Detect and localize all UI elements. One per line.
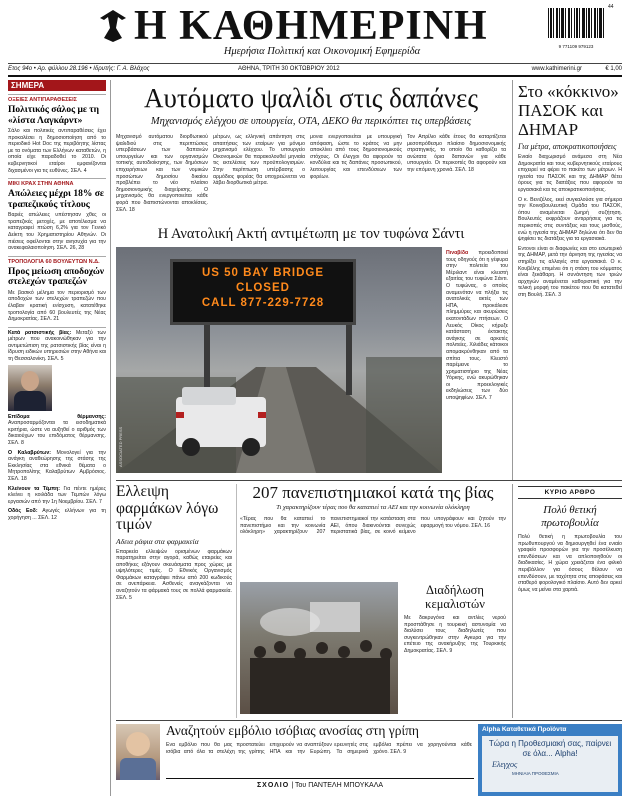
main-body-col2: μέτρων, ως ελληνική απάντηση στις απαιτήσεις των εταίρων για μόνιμο μηχανισμό ελέγχου. Το υπουργείο Οικονομικών θα παρακολουθεί μηνιαία τις εκτελέσεις των προϋπολογισμών. Στην περίπτωση υπέρβασης ο αρμόδιος φορέας θα υποχρεώνεται να λάβει διορθωτικά μέτρα. (213, 134, 305, 187)
masthead-title: Η ΚΑΘΗΜΕΡΙΝΗ (134, 3, 488, 49)
masthead-subtitle: Ημερήσια Πολιτική και Οικονομική Εφημερίδα (223, 46, 421, 57)
photo-credit: ASSOCIATED PRESS (118, 426, 123, 467)
page-number: 44 (608, 4, 614, 10)
bullet-body: Μεταξύ των μέτρων που ανακοινώθηκαν για την αντιμετώπιση της ρατσιστικής βίας είναι η ίδρυση ειδικών υπηρεσιών στην Αθήνα και τη Θεσσαλονίκη. ΣΕΛ. 5 (8, 329, 106, 363)
right-body2: Ο κ. Βενιζέλος, εκεί συγκαλούσε για σήμερα την Κοινοβουλευτική Ομάδα του ΠΑΣΟΚ, όπου αναμένεται ζωηρή συζήτηση. Βουλευτές εκφράζουν αντιρρήσεις για τις περικοπές στις συντάξεις και τους μισθούς, ενώ η ηγεσία της ΔΗΜΑΡ δηλώνει ότι δεν θα ψηφίσει τις διατάξεις για τα εργασιακά. (518, 196, 622, 243)
section1-headline: Πολιτικός σάλος με τη «λίστα Λαγκάρντ» (8, 105, 100, 126)
bullet-item (8, 450, 106, 483)
right-body3: Εντονοι είναι οι διαφωνίες και στο εσωτερικό της ΔΗΜΑΡ, μετά την άρνηση της ηγεσίας να στηρίξει τις αλλαγές στα εργασιακά. Ο κ. Κουβέλης επιμένει ότι η στάση του κόμματος είναι ξεκάθαρη. Η συνάντηση των τριών αρχηγών αναμένεται καθοριστική για την τελική μορφή του πακέτου που θα κατατεθεί στη Βουλή. ΣΕΛ. 3 (518, 245, 622, 298)
year-label: Ετος 94ο (8, 66, 33, 72)
section1-kicker: ΟΞΕΙΕΣ ΑΝΤΙΠΑΡΑΘΕΣΕΙΣ (8, 94, 106, 103)
section3-kicker: ΤΡΟΠΟΛΟΓΙΑ 60 ΒΟΥΛΕΥΤΩΝ Ν.Δ. (8, 256, 106, 265)
bullet-item (8, 508, 106, 521)
bullet-body: Αγωγές ελλήνων για τη χορήγηση ... ΣΕΛ. 12 (8, 508, 107, 521)
university-body: «Τέρας που θα καταπιεί το πανεπιστήμιο και την κοινωνία ολόκληρη» χαρακτηρίζουν 207 πανεπιστημιακοί την κατάσταση στα ΑΕΙ, όπου διακινούνται συνεχώς περιστατικά βίας, σε κοινό κείμενο που υπογράφουν και ζητούν την εφαρμογή του νόμου. ΣΕΛ. 16 (240, 516, 506, 536)
column-divider (236, 484, 237, 718)
price-label: € 1,00 (605, 66, 622, 72)
university-subhead: Τι χαρακτηρίζουν τέρας που θα καταπιεί τα ΑΕΙ και την κοινωνία ολόκληρη (276, 504, 470, 511)
column-footer: ΣΧΟΛΙΟ | Του ΠΑΝΤΕΛΗ ΜΠΟΥΚΑΛΑ (166, 778, 474, 792)
masthead-logo-icon (96, 8, 130, 44)
bullet-body: Αναπροσαρμόζονται τα εισοδηματικά κριτήρια, ώστε να αυξηθεί ο αριθμός των δικαιούχων του επιδόματος θέρμανσης. ΣΕΛ. 8 (8, 420, 106, 447)
barcode (546, 8, 606, 49)
kemalist-body: Με δακρυγόνα και αντλίες νερού προσπάθησε η τουρκική αστυνομία να διαλύσει τους διαδηλωτές που συγκεντρώθηκαν στην Αγκυρα για την επέτειο της ανακήρυξης της Τουρκικής Δημοκρατίας. ΣΕΛ. 9 (404, 615, 506, 654)
main-subhead: Μηχανισμός ελέγχου σε υπουργεία, ΟΤΑ, ΔΕΚΟ θα περικόπτει τις υπερβάσεις (150, 116, 472, 127)
bullet-item (8, 327, 106, 411)
right-column (518, 82, 622, 482)
child-photo (116, 724, 160, 780)
column-label: ΣΧΟΛΙΟ (256, 782, 290, 789)
drugs-kicker: Αδεια ράφια στα φαρμακεία (116, 536, 199, 546)
kemalist-article (404, 584, 506, 718)
section3-headline: Προς μείωση αποδοχών στελεχών τραπεζών (8, 266, 105, 288)
alpha-ad[interactable] (478, 724, 622, 796)
drugs-body: Επαρκεία ελλειψών ορισμένων φαρμάκων παρατηρείται στην αγορά, καθώς εταιρείες και αποθήκες εξάγουν σκευάσματα προς χώρες με υψηλότερες τιμές. Ο Εθνικός Οργανισμός Φαρμάκων καταγράφει πάνω από 200 κωδικούς σε ανεπάρκεια. Ασθενείς αναγκάζονται να αναζητούν τα φάρμακά τους σε πολλά φαρμακεία. ΣΕΛ. 5 (116, 548, 232, 601)
bullet-body: Για πέντε ημέρες κλείνει η κοιλάδα των Τεμπών λόγω εργασιών από την 1η Νοεμβρίου. ΣΕΛ. 7 (8, 485, 106, 505)
site-link[interactable]: www.kathimerini.gr (531, 66, 582, 72)
caption-body: προειδοποιεί τους οδηγούς ότι η γέφυρα στην πολιτεία του Μέριλαντ είναι κλειστή εξαιτίας του τυφώνα Σάντι. Ο τυφώνας, ο οποίος αναμενόταν να πλήξει τις ανατολικές ακτές των ΗΠΑ, προκάλεσε πλημμύρες και ακυρώσεις εκατοντάδων πτήσεων. Ο Λευκός Οίκος κήρυξε κατάσταση έκτακτης ανάγκης σε αρκετές πολιτείες. Χιλιάδες κάτοικοι απομακρύνθηκαν από τα σπίτια τους. Κλειστό παρέμεινε το χρηματιστήριο της Νέας Υόρκης, ενώ ακυρώθηκαν οι προεκλογικές εκδηλώσεις των δύο υποψηφίων. ΣΕΛ. 7 (446, 250, 508, 402)
barcode-number: 9 771109 979123 (558, 44, 594, 49)
protest-photo[interactable] (240, 582, 398, 714)
section2-kicker: ΜΙΚΙ ΚΡΑΧ ΣΤΗΝ ΑΘΗΝΑ (8, 178, 106, 187)
today-label: ΣΗΜΕΡΑ (8, 80, 106, 91)
left-column (8, 80, 106, 796)
sign-line2: CLOSED (236, 282, 290, 294)
sign-line3: CALL 877-229-7728 (201, 297, 325, 309)
main-headline[interactable]: Αυτόματο ψαλίδι στις δαπάνες (143, 83, 479, 113)
opinion-headline[interactable]: Πολύ θετική πρωτοβουλία (541, 504, 599, 529)
bullet-head: Κατά ρατσιστικής βίας: (8, 329, 72, 336)
kemalist-headline[interactable]: Διαδήλωση κεμαλιστών (425, 583, 485, 611)
drugs-headline[interactable]: Ελλειψη φαρμάκων λόγω τιμών (116, 483, 219, 533)
date-label: ΑΘΗΝΑ, ΤΡΙΤΗ 30 ΟΚΤΩΒΡΙΟΥ 2012 (238, 66, 340, 72)
ad-subtext: Ελεγχος (492, 760, 518, 769)
bullet-item (8, 486, 106, 506)
column-author: Του ΠΑΝΤΕΛΗ ΜΠΟΥΚΑΛΑ (295, 782, 384, 789)
highway-sign (170, 259, 356, 325)
bullet-item (8, 414, 106, 447)
section2-headline: Απώλειες μέχρι 18% σε τραπεζικούς τίτλους (8, 189, 104, 210)
column-divider (512, 80, 513, 480)
photo-caption (446, 250, 508, 472)
right-subhead: Για μέτρα, αποκρατικοποιήσεις (518, 142, 617, 151)
photo-banner[interactable]: Η Ανατολική Ακτή αντιμέτωπη με τον τυφώνα Σάντι (157, 226, 465, 242)
opinion-article (518, 486, 622, 718)
masthead-meta-line: Ετος 94ο • Αρ. φύλλου 28.196 • Ιδρυτής: Γ. Α. Βλάχος ΑΘΗΝΑ, ΤΡΙΤΗ 30 ΟΚΤΩΒΡΙΟΥ 2012 www.kathimerini.gr € 1,00 (8, 66, 622, 72)
right-headline[interactable]: Στο «κόκκινο» ΠΑΣΟΚ και ΔΗΜΑΡ (518, 82, 619, 139)
column-divider (110, 80, 111, 796)
caption-lead: Πιναβίδα (446, 250, 469, 256)
portrait-photo (8, 365, 52, 411)
section3-body: Με βασικό μέλημα τον περιορισμό των αποδοχών των στελεχών τραπεζών που έλαβαν κρατική ενίσχυση, κατατέθηκε τροπολογία από 60 βουλευτές της Νέας Δημοκρατίας. ΣΕΛ. 21 (8, 289, 106, 323)
bullet-head: Κλείνουν τα Τέμπη: (8, 485, 60, 492)
column-divider (512, 484, 513, 718)
issue-label: Αρ. φύλλου 28.196 (37, 66, 88, 72)
vaccine-headline[interactable]: Αναζητούν εμβόλιο ισόβιας ανοσίας στη γρίπη (166, 723, 419, 738)
ad-text: Τώρα η Προθεσμιακή σας, παίρνει σε όλα... Alpha! (488, 739, 612, 758)
storm-photo[interactable] (116, 247, 442, 473)
main-body-col1: Μηχανισμό αυτόματου διορθωτικού ψαλιδιού στις περιπτώσεις υπερβάσεων των δαπανών υπουργείων και των οργανισμών τοπικής αυτοδιοίκησης, των δημόσιων επιχειρήσεων και των νομικών προσώπων δημοσίου δικαίου προβλέπει το νέο πλαίσιο δημοσιονομικής διαχείρισης. Ο μηχανισμός θα ενεργοποιείται κάθε φορά που διαπιστώνονται αποκλίσεις. ΣΕΛ. 18 (116, 134, 208, 213)
main-body-col3: μονια ενεργοποιείται με υπουργική απόφαση, ώστε το κράτος να μην αποκλίνει από τους δημοσιονομικούς στόχους. Οι έλεγχοι θα αφορούν τα κονδύλια και τις δαπάνες προσωπικού, λειτουργίας και επενδύσεων των φορέων. (310, 134, 402, 180)
main-body-col4: Τον Απρίλιο κάθε έτους θα καταρτίζεται μεσοπρόθεσμο πλαίσιο δημοσιονομικής στρατηγικής, το οποίο θα καθορίζει τα ανώτατα όρια δαπανών για κάθε υπουργείο. Οι περικοπές θα αφορούν και την επόμενη χρονιά. ΣΕΛ. 18 (407, 134, 506, 173)
right-body1: Ενιαίο διαχωρισμό ανάμεσα στη Νέα Δημοκρατία και τους κυβερνητικούς εταίρους επιχειρεί να φέρει το πακέτο των μέτρων. Η ηγεσία του ΠΑΣΟΚ και της ΔΗΜΑΡ θέτει όρους για τις διατάξεις που αφορούν τα εργασιακά και τις αποκρατικοποιήσεις. (518, 154, 622, 193)
drugs-article (116, 484, 232, 718)
founder-label: Ιδρυτής: Γ. Α. Βλάχος (93, 66, 150, 72)
ad-subtext2: ΜΗΝΙΑΙΑ ΠΡΟΘΕΣΜΙΑ (512, 771, 559, 776)
opinion-body: Πολύ θετική η πρωτοβουλία του πρωθυπουργού να δημιουργηθεί ένα ενιαίο γραφείο προσφορών για την προσέλκυση επενδύσεων και να απλοποιηθούν οι διαδικασίες. Η χώρα χρειάζεται ένα φιλικό περιβάλλον για όσους θέλουν να επενδύσουν, με ταχύτητα στις αποφάσεις και σταθερό φορολογικό πλαίσιο. Αυτό δεν αρκεί όμως να μείνει στα χαρτιά. (518, 534, 622, 593)
opinion-label: ΚΥΡΙΟ ΑΡΘΡΟ (518, 486, 622, 499)
bullet-head: Ο Καλαβρύτων: (8, 449, 51, 456)
vaccine-body: Ενα εμβόλιο που θα μας προστατεύει ισόβια από όλα τα στελέχη της γρίπης επιχειρούν να αναπτύξουν ερευνητές στις ΗΠΑ και την Ευρώπη. Τα σημερινά εμβόλια πρέπει να χορηγούνται κάθε χρόνο. ΣΕΛ. 9 (166, 742, 472, 755)
bullet-head: Επίδομα θέρμανσης: (8, 413, 106, 420)
bullet-body: Μονολογεί για την ανάγκη αναθεώρησης της στάσης της Εκκλησίας στα εθνικά θέματα ο Μητροπολίτης Καλαβρύτων Αμβρόσιος. ΣΕΛ. 18 (8, 449, 106, 482)
sign-line1: US 50 BAY BRIDGE (201, 267, 325, 279)
bullet-head: Οδός Εοδ: (8, 508, 38, 515)
section1-body: Σάλο και πολιτικές αντιπαραθέσεις έχει προκαλέσει η δημοσιοποίηση από το περιοδικό Hot Doc της περιβόητης λίστας με τα ονόματα των Ελλήνων καταθετών, η οποία είχε παραδοθεί το 2010. Οι κυβερνητικοί εταίροι εμφανίζονται διχασμένοι για τις ευθύνες. ΣΕΛ. 4 (8, 128, 106, 174)
ad-title: Alpha Καταθετικά Προϊόντα (482, 726, 567, 733)
university-headline[interactable]: 207 πανεπιστημιακοί κατά της βίας (252, 483, 494, 502)
section2-body: Βαριές απώλειες υπέστησαν χθες οι τραπεζικές μετοχές, με αποτέλεσμα να καταγραφεί πτώση 6,2% για τον Γενικό Δείκτη του Χρηματιστηρίου Αθηνών. Οι πιέσεις οφείλονται στην ανησυχία για την ανακεφαλαιοποίηση. ΣΕΛ. 26, 28 (8, 212, 106, 252)
